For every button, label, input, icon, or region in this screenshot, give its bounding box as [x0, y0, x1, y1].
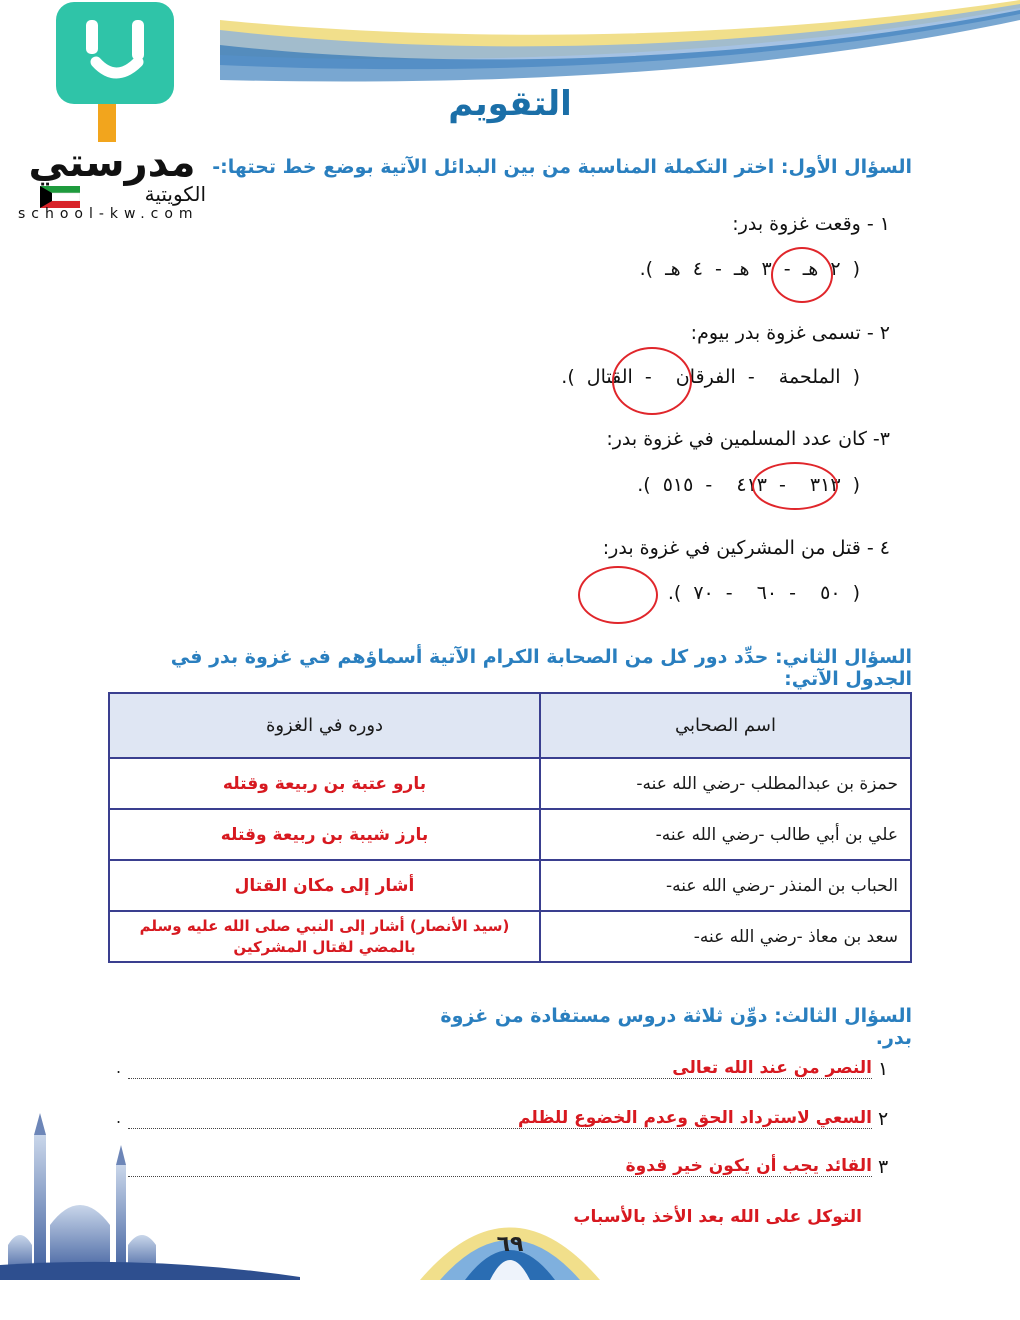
lesson-answer[interactable]: السعي لاسترداد الحق وعدم الخضوع للظلم [518, 1108, 872, 1128]
q1-item1-stem: ١ - وقعت غزوة بدر: [732, 213, 890, 235]
q1-item4-options: ( ٥٠ - ٦٠ - ٧٠ ). [667, 582, 860, 604]
option[interactable]: الفرقان [675, 366, 736, 388]
mosque-silhouette-icon [0, 1105, 300, 1280]
header-swoosh [220, 0, 1020, 90]
companion-cell: حمزة بن عبدالمطلب -رضي الله عنه- [540, 758, 911, 809]
extra-lesson: التوكل على الله بعد الأخذ بالأسباب [573, 1207, 862, 1227]
q1-item3-options: ( ٣١٣ - ٤١٣ - ٥١٥ ). [637, 474, 860, 496]
q2-heading: السؤال الثاني: حدِّد دور كل من الصحابة الكرام الآتية أسماؤهم في غزوة بدر في الجدول الآتي: [170, 646, 912, 690]
q1-heading: السؤال الأول: اختر التكملة المناسبة من بين البدائل الآتية بوضع خط تحتها:- [212, 156, 912, 178]
kuwait-flag-icon [40, 186, 80, 208]
companion-cell: الحباب بن المنذر -رضي الله عنه- [540, 860, 911, 911]
option[interactable]: ٢ هـ [802, 258, 841, 280]
logo-bookmark-icon [98, 104, 116, 142]
table-row [109, 860, 911, 911]
role-cell[interactable]: (سيد الأنصار) أشار إلى النبي صلى الله عليه وسلم بالمضي لقتال المشركين [109, 911, 540, 962]
answer-circle [771, 247, 833, 303]
page-title: التقويم [448, 84, 572, 124]
option[interactable]: الملحمة [778, 366, 841, 388]
companion-cell: علي بن أبي طالب -رضي الله عنه- [540, 809, 911, 860]
answer-circle [578, 566, 658, 624]
option[interactable]: ٣١٣ [809, 474, 841, 496]
logo-name: مدرستي [28, 140, 196, 186]
lesson-number: ٣ [878, 1156, 889, 1178]
q3-heading: السؤال الثالث: دوِّن ثلاثة دروس مستفادة من غزوة بدر. [440, 1005, 912, 1049]
logo-icon [56, 2, 174, 104]
logo-country: الكويتية [144, 182, 206, 206]
logo-url: school-kw.com [18, 206, 199, 222]
option[interactable]: ٤ هـ [665, 258, 703, 280]
option[interactable]: ٣ هـ [733, 258, 772, 280]
table-row [109, 809, 911, 860]
q1-item2-options: ( الملحمة - الفرقان - القتال ). [561, 366, 860, 388]
option[interactable]: ٥١٥ [662, 474, 694, 496]
q1-item2-stem: ٢ - تسمى غزوة بدر بيوم: [690, 322, 890, 344]
page-number: ٦٩ [496, 1232, 524, 1257]
option[interactable]: القتال [586, 366, 633, 388]
table-row [109, 911, 911, 962]
line-end: . [116, 1058, 122, 1077]
option[interactable]: ٧٠ [693, 582, 714, 604]
lesson-answer[interactable]: النصر من عند الله تعالى [672, 1058, 872, 1078]
role-cell[interactable]: بارو عتبة بن ربيعة وقتله [109, 758, 540, 809]
role-cell[interactable]: أشار إلى مكان القتال [109, 860, 540, 911]
option[interactable]: ٤١٣ [736, 474, 767, 496]
option[interactable]: ٥٠ [820, 582, 841, 604]
role-cell[interactable]: بارز شيبة بن ربيعة وقتله [109, 809, 540, 860]
q1-item4-stem: ٤ - قتل من المشركين في غزوة بدر: [602, 537, 890, 559]
line-end: . [116, 1108, 122, 1127]
lesson-number: ١ [878, 1058, 889, 1080]
answer-circle [752, 462, 838, 510]
companions-table [108, 692, 912, 963]
q1-item3-stem: ٣- كان عدد المسلمين في غزوة بدر: [606, 428, 890, 450]
companion-cell: سعد بن معاذ -رضي الله عنه- [540, 911, 911, 962]
lesson-number: ٢ [878, 1108, 889, 1130]
answer-circle [612, 347, 692, 415]
table-header-row [109, 693, 911, 758]
table-row [109, 758, 911, 809]
option[interactable]: ٦٠ [756, 582, 778, 604]
column-header-companion: اسم الصحابي [540, 693, 911, 758]
lesson-answer[interactable]: القائد يجب أن يكون خير قدوة [625, 1156, 872, 1176]
q1-item1-options: ( ٢ هـ - ٣ هـ - ٤ هـ ). [639, 258, 860, 280]
column-header-role: دوره في الغزوة [109, 693, 540, 758]
